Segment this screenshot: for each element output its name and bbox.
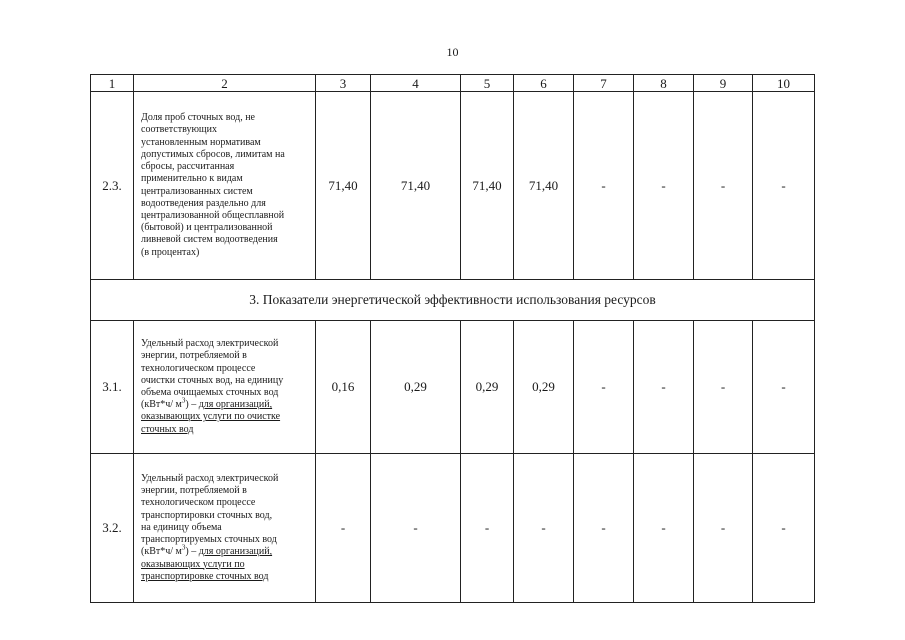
indicator-description [134,92,316,280]
description-line: технологическом процессе [141,362,256,374]
unit-text: (кВт*ч/ м [141,399,182,411]
value-cell: 71,40 [371,92,461,280]
header-cell: 2 [134,75,316,92]
underlined-text: сточных вод [141,423,194,435]
row-number: 2.3. [91,92,134,280]
value-cell: 0,29 [514,321,574,454]
value-cell: - [634,321,694,454]
value-cell: - [514,454,574,603]
value-cell: 71,40 [514,92,574,280]
value-cell: - [753,321,815,454]
description-line: очистки сточных вод, на единицу [141,374,284,386]
table-row-3-2 [91,454,815,603]
value-cell: - [574,454,634,603]
value-cell: - [753,454,815,603]
value-cell: 0,29 [461,321,514,454]
value-cell: - [694,92,753,280]
table-row-3-1 [91,321,815,454]
underlined-text: для организаций, [198,546,273,558]
description-line: объема очищаемых сточных вод [141,387,279,398]
description-line: транспортировки сточных вод, [141,509,273,521]
description-line: ливневой систем водоотведения [141,234,278,246]
description-line: применительно к видам [141,173,243,185]
description-line: Удельный расход электрической [141,338,279,350]
indicator-description [134,454,316,603]
description-line: установленным нормативам [141,136,261,148]
value-cell: - [574,321,634,454]
underlined-text: для организаций, [198,399,273,411]
header-cell: 6 [514,75,574,92]
description-line: соответствующих [141,124,217,136]
underlined-text: оказывающих услуги по [141,558,245,570]
section-heading: 3. Показатели энергетической эффективности использования ресурсов [91,280,815,321]
description-line: на единицу объема [141,521,222,533]
description-line: централизованной общесплавной [141,209,285,221]
section-heading-row [91,280,815,321]
value-cell: - [461,454,514,603]
unit-text: ) – [185,546,199,558]
value-cell: - [753,92,815,280]
header-cell: 4 [371,75,461,92]
value-cell: - [316,454,371,603]
description-line: допустимых сбросов, лимитам на [141,148,285,160]
description-line: энергии, потребляемой в [141,485,247,497]
underlined-text: оказывающих услуги по очистке [141,411,281,423]
header-cell: 3 [316,75,371,92]
header-cell: 9 [694,75,753,92]
description-unit-line [141,543,311,558]
unit-superscript: 3 [181,543,186,552]
value-cell: 0,16 [316,321,371,454]
value-cell: - [694,454,753,603]
description-line: (бытовой) и централизованной [141,222,273,234]
header-cell: 10 [753,75,815,92]
description-line: сбросы, рассчитанная [141,161,235,173]
description-line: транспортируемых сточных вод [141,534,277,546]
value-cell: - [371,454,461,603]
header-cell: 5 [461,75,514,92]
indicators-table [90,74,815,603]
description-line: Доля проб сточных вод, не [141,112,255,124]
value-cell: - [634,454,694,603]
unit-text: (кВт*ч/ м [141,546,182,558]
unit-text: ) – [185,399,199,411]
row-number: 3.2. [91,454,134,603]
table-row-2-3 [91,92,815,280]
description-line: водоотведения раздельно для [141,197,266,209]
description-unit-line [141,396,311,411]
indicator-description [134,321,316,454]
description-line: (в процентах) [141,246,200,258]
header-cell: 8 [634,75,694,92]
value-cell: 71,40 [316,92,371,280]
value-cell: - [694,321,753,454]
header-row [91,75,815,92]
description-line: Удельный расход электрической [141,473,279,485]
unit-superscript: 3 [181,396,186,405]
header-cell: 1 [91,75,134,92]
header-cell: 7 [574,75,634,92]
page-number: 10 [446,45,459,59]
row-number: 3.1. [91,321,134,454]
value-cell: 0,29 [371,321,461,454]
description-line: технологическом процессе [141,497,256,509]
value-cell: 71,40 [461,92,514,280]
underlined-text: транспортировке сточных вод [141,570,269,582]
description-line: энергии, потребляемой в [141,350,247,362]
value-cell: - [574,92,634,280]
description-line: централизованных систем [141,185,253,197]
value-cell: - [634,92,694,280]
